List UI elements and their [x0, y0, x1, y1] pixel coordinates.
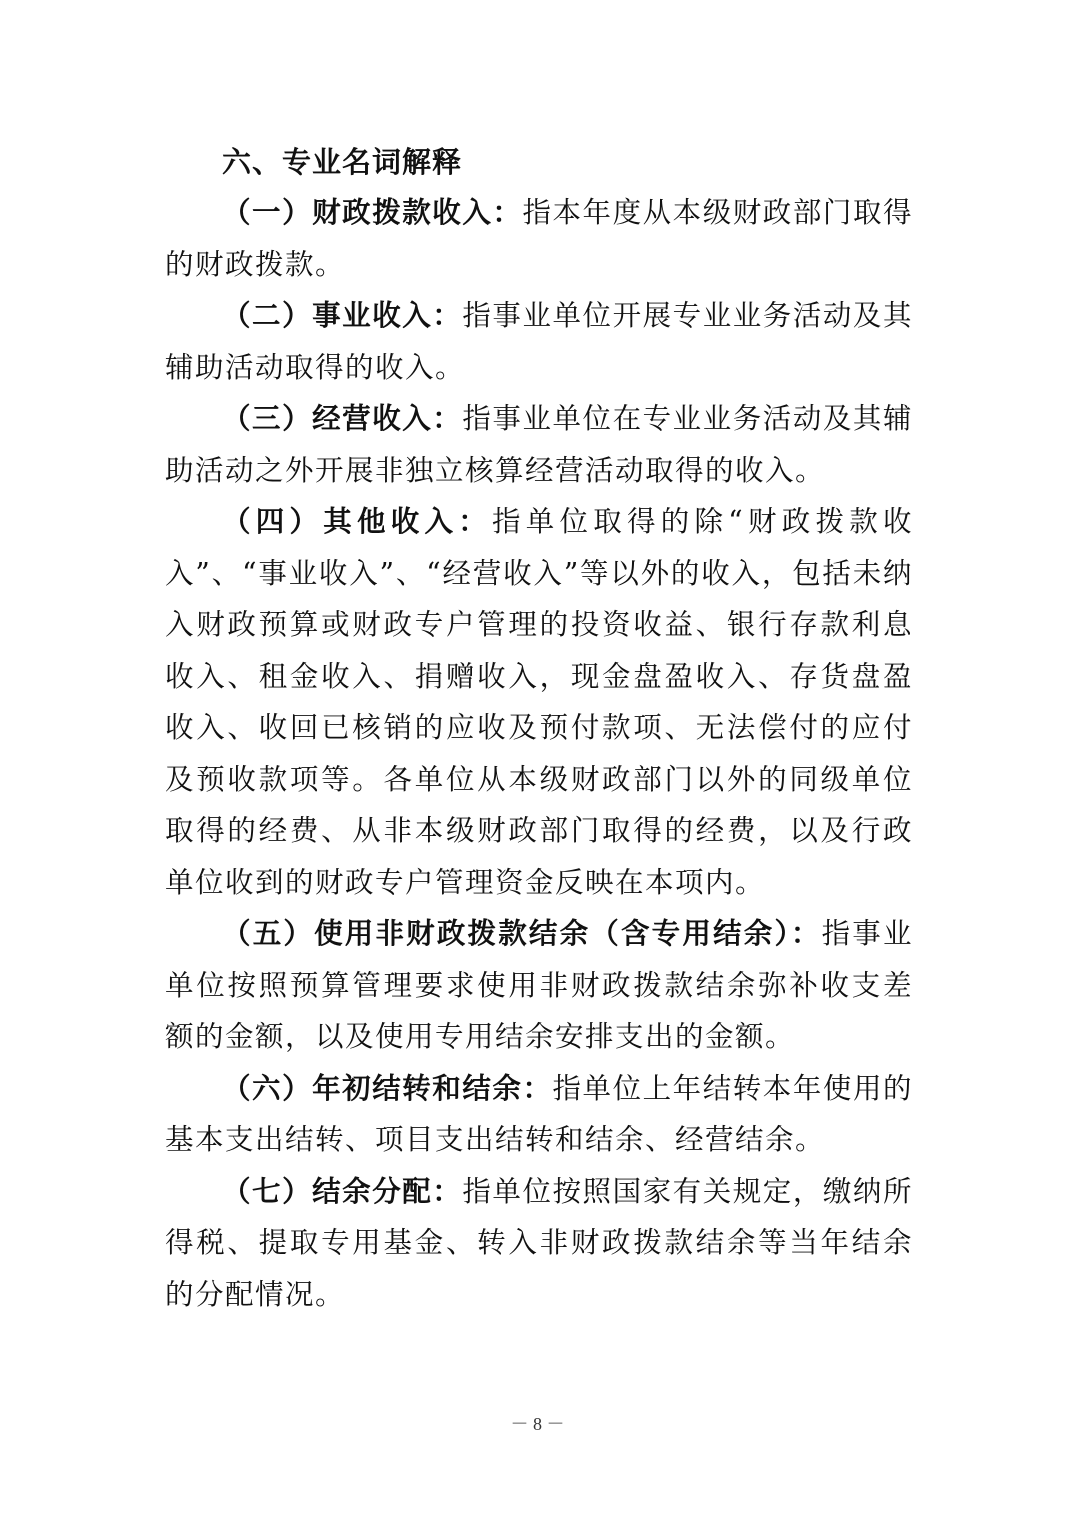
definition-text: 指单位按照国家有关规定，缴纳所得税、提取专用基金、转入非财政拨款结余等当年结余的分配情况。: [165, 1174, 913, 1311]
definition-term: （四）其他收入：: [222, 505, 492, 538]
definition-term: （五）使用非财政拨款结余（含专用结余）：: [222, 917, 822, 950]
definition-term: （三）经营收入：: [222, 402, 463, 435]
definition-text: 指事业单位在专业业务活动及其辅助活动之外开展非独立核算经营活动取得的收入。: [165, 402, 913, 487]
section-heading: 六、专业名词解释: [222, 145, 463, 179]
definition-paragraph: [165, 496, 913, 908]
definition-term: （六）年初结转和结余：: [222, 1071, 553, 1105]
page-number: － 8 －: [510, 1414, 565, 1434]
definition-term: （一）财政拨款收入：: [222, 196, 523, 229]
definition-term: （七）结余分配：: [222, 1174, 463, 1208]
definition-text: 指单位取得的除“财政拨款收入”、“事业收入”、“经营收入”等以外的收入，包括未纳入财政预算或财政专户管理的投资收益、银行存款利息收入、租金收入、捐赠收入，现金盘盈收入、存货盘盈收入、收回已核销的应收及预付款项、无法偿付的应付及预收款项等。各单位从本级财政部门以外的同级单位取得的经费、从非本级财政部门取得的经费，以及行政单位收到的财政专户管理资金反映在本项内。: [165, 505, 913, 899]
definition-text: 指事业单位开展专业业务活动及其辅助活动取得的收入。: [165, 299, 913, 384]
definition-text: 指本年度从本级财政部门取得的财政拨款。: [165, 196, 913, 281]
definition-paragraph: [165, 187, 913, 290]
definition-paragraph: [165, 393, 913, 496]
definition-text: 指单位上年结转本年使用的基本支出结转、项目支出结转和结余、经营结余。: [165, 1071, 913, 1156]
definition-paragraph: [165, 908, 913, 1063]
document-body: [165, 137, 913, 1320]
definition-paragraph: [165, 290, 913, 393]
definition-paragraph: [165, 1166, 913, 1321]
definition-text: 指事业单位按照预算管理要求使用非财政拨款结余弥补收支差额的金额，以及使用专用结余安排支出的金额。: [165, 917, 913, 1053]
definition-paragraph: [165, 1063, 913, 1166]
definition-term: （二）事业收入：: [222, 299, 463, 332]
